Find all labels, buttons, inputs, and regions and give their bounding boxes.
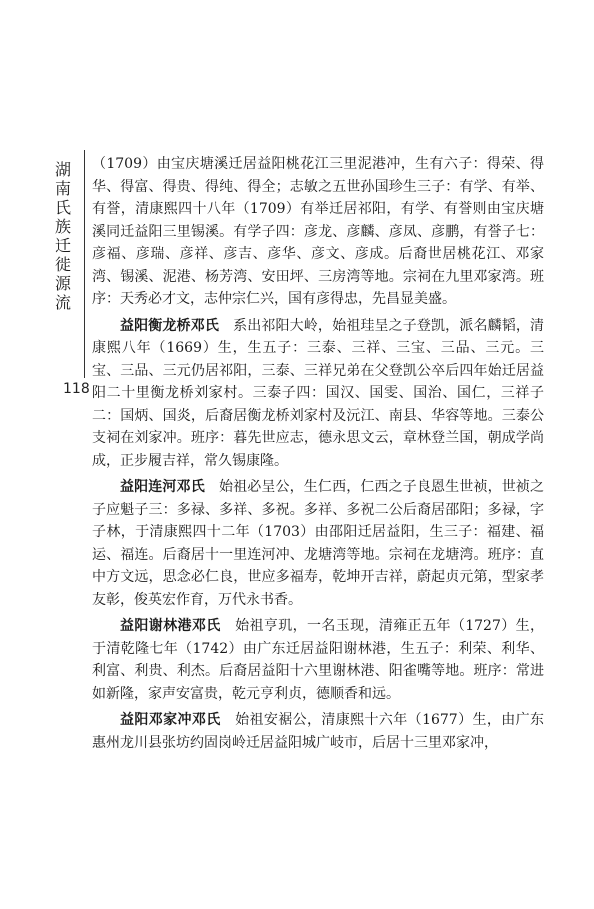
- paragraph-continuation: [92, 153, 544, 311]
- paragraph-xielingang-deng: [92, 615, 544, 705]
- paragraph-hengqiao-deng: [92, 315, 544, 473]
- paragraph-dengjiachong-deng: [92, 709, 544, 754]
- paragraph-text: （1709）由宝庆塘溪迁居益阳桃花江三里泥港冲，生有六子：得荣、得华、得富、得贵、得纯、得全；志敏之五世孙国珍生三子：有学、有举、有誉，清康熙四十八年（1709）有举迁居祁阳，有学、有誉则由宝庆塘溪同迁益阳三里锡溪。有学子四：彦龙、彦麟、彦凤、彦鹏，有誉子七：彦福、彦瑞、彦祥、彦吉、彦华、彦文、彦成。后裔世居桃花江、邓家湾、锡溪、泥港、杨芳湾、安田坪、三房湾等地。宗祠在九里邓家湾。班序：天秀必才文，志仲宗仁兴，国有彦得忠，先昌显美盛。: [92, 156, 544, 307]
- page-number: 118: [63, 381, 90, 397]
- paragraph-text: 始祖亨玑，一名玉现，清雍正五年（1727）生，于清乾隆七年（1742）由广东迁居益阳谢林港，生五子：利荣、利华、利富、利贵、利杰。后裔居益阳十六里谢林港、阳雀嘴等地。班序：常进如新隆，家声安富贵，乾元亨利贞，德顺香和远。: [92, 618, 544, 702]
- clan-heading: 益阳连河邓氏: [120, 479, 205, 495]
- clan-heading: 益阳邓家冲邓氏: [120, 712, 221, 728]
- paragraph-text: 始祖必呈公，生仁西，仁西之子良恩生世祯，世祯之子应魁子三：多禄、多祥、多祝。多祥、多祝二公后裔居邵阳；多禄，字子林，于清康熙四十二年（1703）由邵阳迁居益阳，生三子：福建、福运、福连。后裔居十一里连河冲、龙塘湾等地。宗祠在龙塘湾。班序：直中方文远，思念必仁良，世应多福寿，乾坤开吉祥，蔚起贞元第，型家孝友彰，俊英宏作育，万代永书香。: [92, 479, 545, 608]
- running-title: 湖南氏族迁徙源流: [54, 160, 71, 312]
- clan-heading: 益阳衡龙桥邓氏: [120, 317, 219, 334]
- clan-heading: 益阳谢林港邓氏: [120, 618, 221, 634]
- main-text: [92, 153, 544, 758]
- paragraph-text: 系出祁阳大岭，始祖珪呈之子登凯，派名麟韬，清康熙八年（1669）生，生五子：三泰、三祥、三宝、三品、三元。三宝、三品、三元仍居祁阳，三泰、三祥兄弟在父登凯公卒后四年始迁居益阳二十里衡龙桥刘家村。三泰子四：国汉、国雯、国治、国仁，三祥子二：国炳、国炎，后裔居衡龙桥刘家村及沅江、南县、华容等地。三泰公支祠在刘家冲。班序：暮先世应志，德永思文云，章林登兰国，朝成学尚成，正步履吉祥，常久锡康隆。: [92, 317, 545, 469]
- paragraph-lianhe-deng: [92, 476, 544, 611]
- margin-rule: [84, 150, 85, 378]
- paragraph-text: 始祖安裾公，清康熙十六年（1677）生，由广东惠州龙川县张坊约固岗岭迁居益阳城广岐市，后居十三里邓家冲，: [92, 712, 544, 751]
